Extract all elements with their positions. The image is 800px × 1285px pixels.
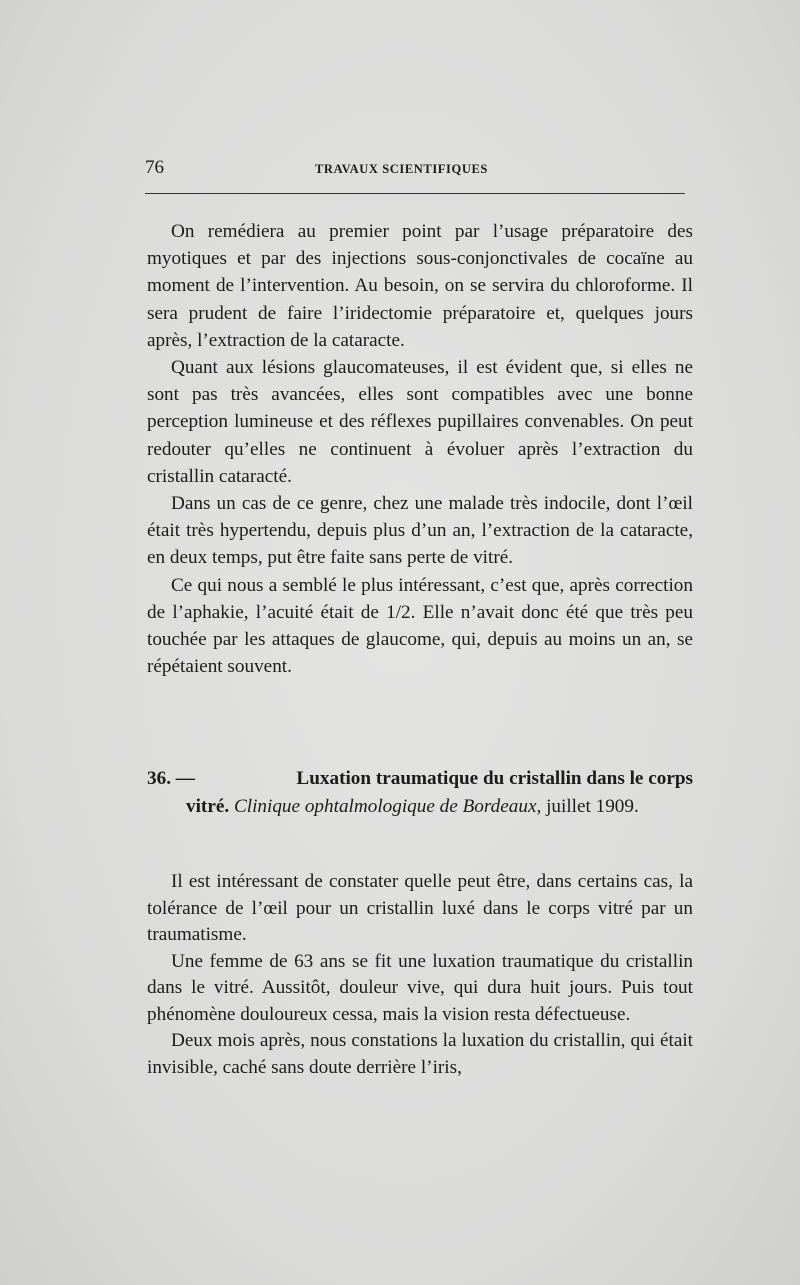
top-text-block (147, 218, 693, 680)
running-head: TRAVAUX SCIENTIFIQUES (315, 162, 488, 176)
section-title: Luxation traumatique du cristallin dans le corps (296, 768, 693, 789)
page-number: 76 (145, 157, 164, 178)
paragraph: Dans un cas de ce genre, chez une malade très indocile, dont l’œil était très hypertendu, depuis plus d’un an, l’extraction de la cataracte, en deux temps, put être faite sans perte de vitré. (147, 493, 693, 569)
paragraph: Il est intéressant de constater quelle peut être, dans certains cas, la tolérance de l’œil pour un cristallin luxé dans le corps vitré par un traumatisme. (147, 871, 693, 945)
section-title-end: vitré. (186, 796, 230, 817)
paragraph: Quant aux lésions glaucomateuses, il est évident que, si elles ne sont pas très avancées, elles sont compatibles avec une bonne perception lumineuse et des réflexes pupillaires convenables. On peut redouter qu’elles ne continuent à évoluer après l’extraction du cristallin cataracté. (147, 357, 693, 487)
paragraph: On remédiera au premier point par l’usage préparatoire des myotiques et par des injections sous-conjonctivales de cocaïne au moment de l’intervention. Au besoin, on se servira du chloroforme. Il sera prudent de faire l’iridectomie préparatoire et, quelques jours après, l’extraction de la cataracte. (147, 221, 693, 351)
page-header (145, 157, 685, 181)
section-citation (147, 793, 693, 821)
paragraph: Deux mois après, nous constations la luxation du cristallin, qui était invisible, caché sans doute derrière l’iris, (147, 1030, 693, 1078)
section-date: juillet 1909. (546, 796, 639, 817)
section-heading (147, 765, 693, 821)
bottom-text-block (147, 869, 693, 1081)
section-source: Clinique ophtalmologique de Bordeaux, (233, 796, 542, 817)
section-number: 36. — (147, 768, 195, 789)
header-rule (145, 193, 685, 194)
paragraph: Une femme de 63 ans se fit une luxation traumatique du cristallin dans le vitré. Aussitôt, douleur vive, qui dura huit jours. Puis tout phénomène douloureux cessa, mais la vision resta défectueuse. (147, 950, 693, 1025)
section-title-line (147, 765, 693, 793)
paragraph: Ce qui nous a semblé le plus intéressant, c’est que, après correction de l’aphakie, l’acuité était de 1/2. Elle n’avait donc été que très peu touchée par les attaques de glaucome, qui, depuis au moins un an, se répétaient souvent. (147, 574, 693, 678)
